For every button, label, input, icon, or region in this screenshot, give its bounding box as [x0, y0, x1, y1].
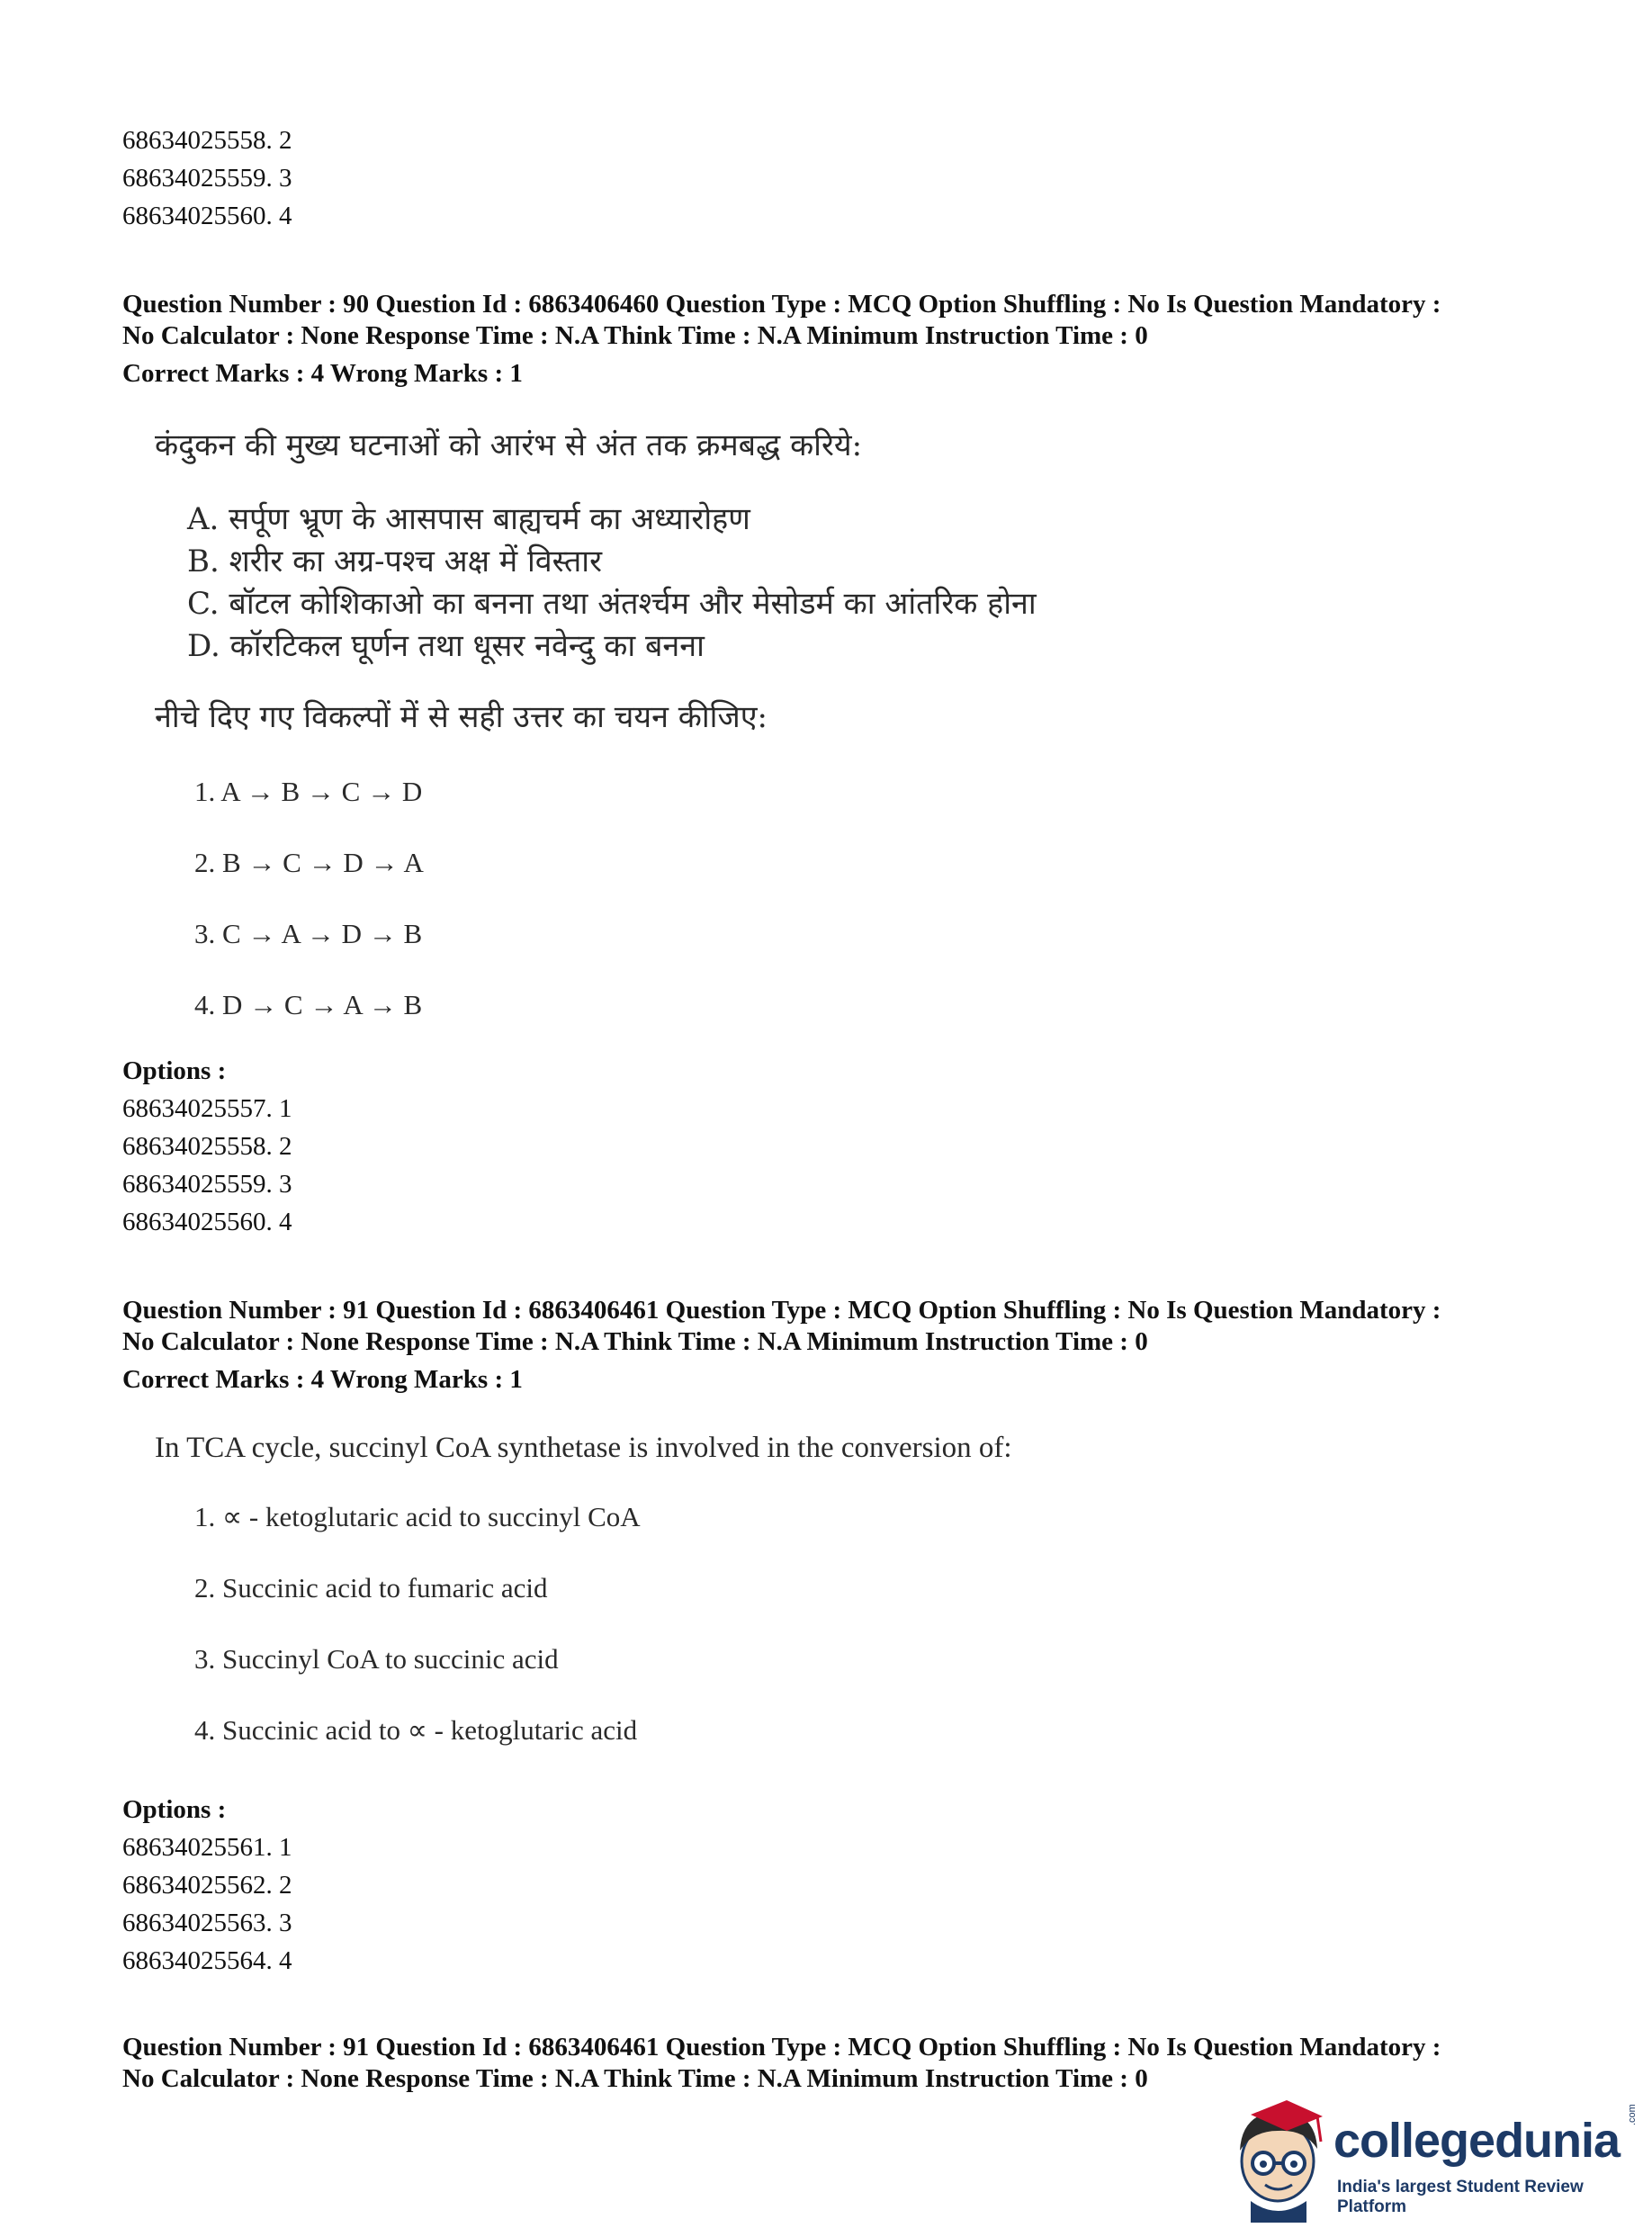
- option-line: 68634025560. 4: [122, 1208, 292, 1236]
- collegedunia-logo: [1224, 2097, 1638, 2223]
- option-line: 68634025558. 2: [122, 1132, 292, 1161]
- option-line: 68634025564. 4: [122, 1946, 292, 1975]
- q90-choice: 4. D → C → A → B: [194, 989, 423, 1020]
- q90-prompt: कंदुकन की मुख्य घटनाओं को आरंभ से अंत तक क्रमबद्ध करिये:: [155, 427, 863, 463]
- option-line: 68634025562. 2: [122, 1871, 292, 1900]
- option-line: 68634025559. 3: [122, 164, 292, 193]
- q91-choice: 3. Succinyl CoA to succinic acid: [194, 1643, 559, 1675]
- q90-choice: 2. B → C → D → A: [194, 847, 424, 878]
- q91-prompt: In TCA cycle, succinyl CoA synthetase is involved in the conversion of:: [155, 1432, 1012, 1464]
- q90-choice: 1. A → B → C → D: [194, 776, 423, 807]
- q90-instruction: नीचे दिए गए विकल्पों में से सही उत्तर का चयन कीजिए:: [155, 699, 768, 735]
- option-line: 68634025561. 1: [122, 1833, 292, 1862]
- q91-choice: 4. Succinic acid to ∝ - ketoglutaric acid: [194, 1714, 638, 1746]
- q90-choice: 3. C → A → D → B: [194, 918, 423, 949]
- option-line: 68634025558. 2: [122, 126, 292, 155]
- q90-statement: C. बॉटल कोशिकाओ का बनना तथा अंतर्श्चम और मेसोडर्म का आंतरिक होना: [187, 586, 1037, 622]
- q90-statement: D. कॉरटिकल घूर्णन तथा धूसर नवेन्दु का बनना: [187, 628, 705, 664]
- mascot-icon: [1224, 2097, 1332, 2223]
- option-line: 68634025557. 1: [122, 1094, 292, 1123]
- q90-header-line1: Question Number : 90 Question Id : 6863406460 Question Type : MCQ Option Shuffling : No Is Question Mandatory :: [122, 290, 1441, 319]
- option-line: 68634025563. 3: [122, 1909, 292, 1937]
- logo-wordmark: collegedunia: [1333, 2114, 1621, 2168]
- q91-options-label: Options :: [122, 1795, 227, 1824]
- q90-marks: Correct Marks : 4 Wrong Marks : 1: [122, 359, 523, 388]
- q91-choice: 2. Succinic acid to fumaric acid: [194, 1572, 548, 1604]
- q91-repeat-header-line1: Question Number : 91 Question Id : 6863406461 Question Type : MCQ Option Shuffling : No Is Question Mandatory :: [122, 2033, 1441, 2062]
- option-line: 68634025559. 3: [122, 1170, 292, 1199]
- q91-header-line1: Question Number : 91 Question Id : 6863406461 Question Type : MCQ Option Shuffling : No Is Question Mandatory :: [122, 1296, 1441, 1325]
- q90-statement: A. सर्पूण भ्रूण के आसपास बाह्यचर्म का अध्यारोहण: [187, 501, 750, 537]
- q90-statement: B. शरीर का अग्र-पश्च अक्ष में विस्तार: [187, 544, 603, 579]
- q91-header-line2: No Calculator : None Response Time : N.A Think Time : N.A Minimum Instruction Time : 0: [122, 1327, 1148, 1356]
- q90-options-label: Options :: [122, 1056, 227, 1085]
- q91-choice: 1. ∝ - ketoglutaric acid to succinyl CoA: [194, 1501, 641, 1532]
- logo-tagline: India's largest Student Review Platform: [1337, 2178, 1584, 2216]
- q91-marks: Correct Marks : 4 Wrong Marks : 1: [122, 1365, 523, 1394]
- option-line: 68634025560. 4: [122, 202, 292, 230]
- q90-header-line2: No Calculator : None Response Time : N.A Think Time : N.A Minimum Instruction Time : 0: [122, 321, 1148, 350]
- q91-repeat-header-line2: No Calculator : None Response Time : N.A Think Time : N.A Minimum Instruction Time : 0: [122, 2064, 1148, 2093]
- logo-suffix: .com: [1627, 2104, 1638, 2125]
